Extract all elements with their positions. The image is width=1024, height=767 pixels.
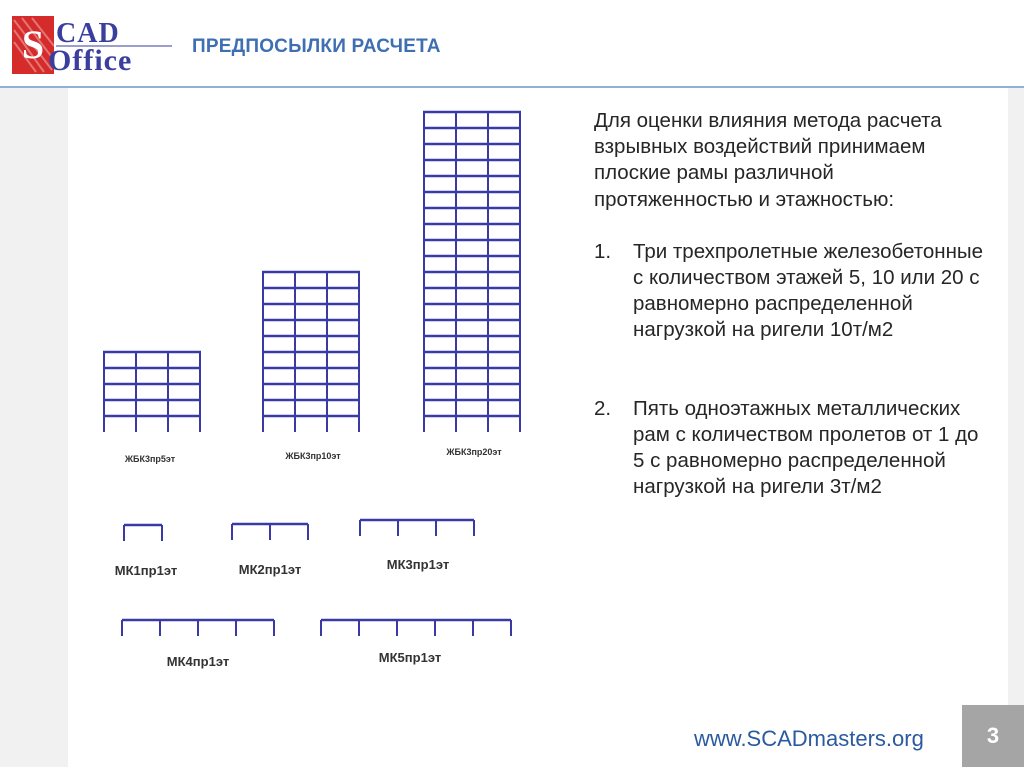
svg-text:S: S <box>21 22 45 67</box>
intro-paragraph: Для оценки влияния метода расчета взрывных воздействий принимаем плоские рамы различной протяженностью и этажностью: <box>594 109 942 211</box>
right-margin-strip <box>1008 88 1024 767</box>
description-text <box>594 108 994 500</box>
svg-text:CAD: CAD <box>56 18 120 49</box>
steel-frame-1-span <box>124 525 162 541</box>
list-item-1 <box>594 239 994 344</box>
rc-frame-label: ЖБК3пр10эт <box>285 451 341 461</box>
page-number: 3 <box>962 705 1024 767</box>
svg-text:Office: Office <box>48 44 133 74</box>
rc-frame-label: ЖБК3пр5эт <box>124 454 176 464</box>
rc-frame-20-storey <box>423 112 521 432</box>
website-link[interactable]: www.SCADmasters.org <box>694 726 924 751</box>
list-item-1-text: Три трехпролетные железобетонные с количеством этажей 5, 10 или 20 с равномерно распределенной нагрузкой на ригели 10т/м2 <box>633 239 984 342</box>
steel-frame-label: МК5пр1эт <box>378 650 442 665</box>
steel-frame-label: МК1пр1эт <box>114 563 178 578</box>
page-title: ПРЕДПОСЫЛКИ РАСЧЕТА <box>192 36 441 57</box>
steel-frame-2-span <box>232 524 308 540</box>
steel-frame-3-span <box>360 520 474 536</box>
steel-frame-label: МК3пр1эт <box>386 557 450 572</box>
list-item-2 <box>594 396 994 501</box>
list-item-1-number: 1. <box>594 239 612 263</box>
rc-frame-label: ЖБК3пр20эт <box>446 447 502 457</box>
steel-frame-label: МК2пр1эт <box>238 562 302 577</box>
list-item-2-number: 2. <box>594 396 612 420</box>
steel-frame-5-span <box>321 620 511 636</box>
steel-frame-4-span <box>122 620 274 636</box>
list-item-2-text: Пять одноэтажных металлических рам с количеством пролетов от 1 до 5 с равномерно распределенной нагрузкой на ригели 3т/м2 <box>633 396 979 499</box>
rc-frame-10-storey <box>262 272 360 432</box>
rc-frame-5-storey <box>103 352 201 432</box>
steel-frame-label: МК4пр1эт <box>166 654 230 669</box>
